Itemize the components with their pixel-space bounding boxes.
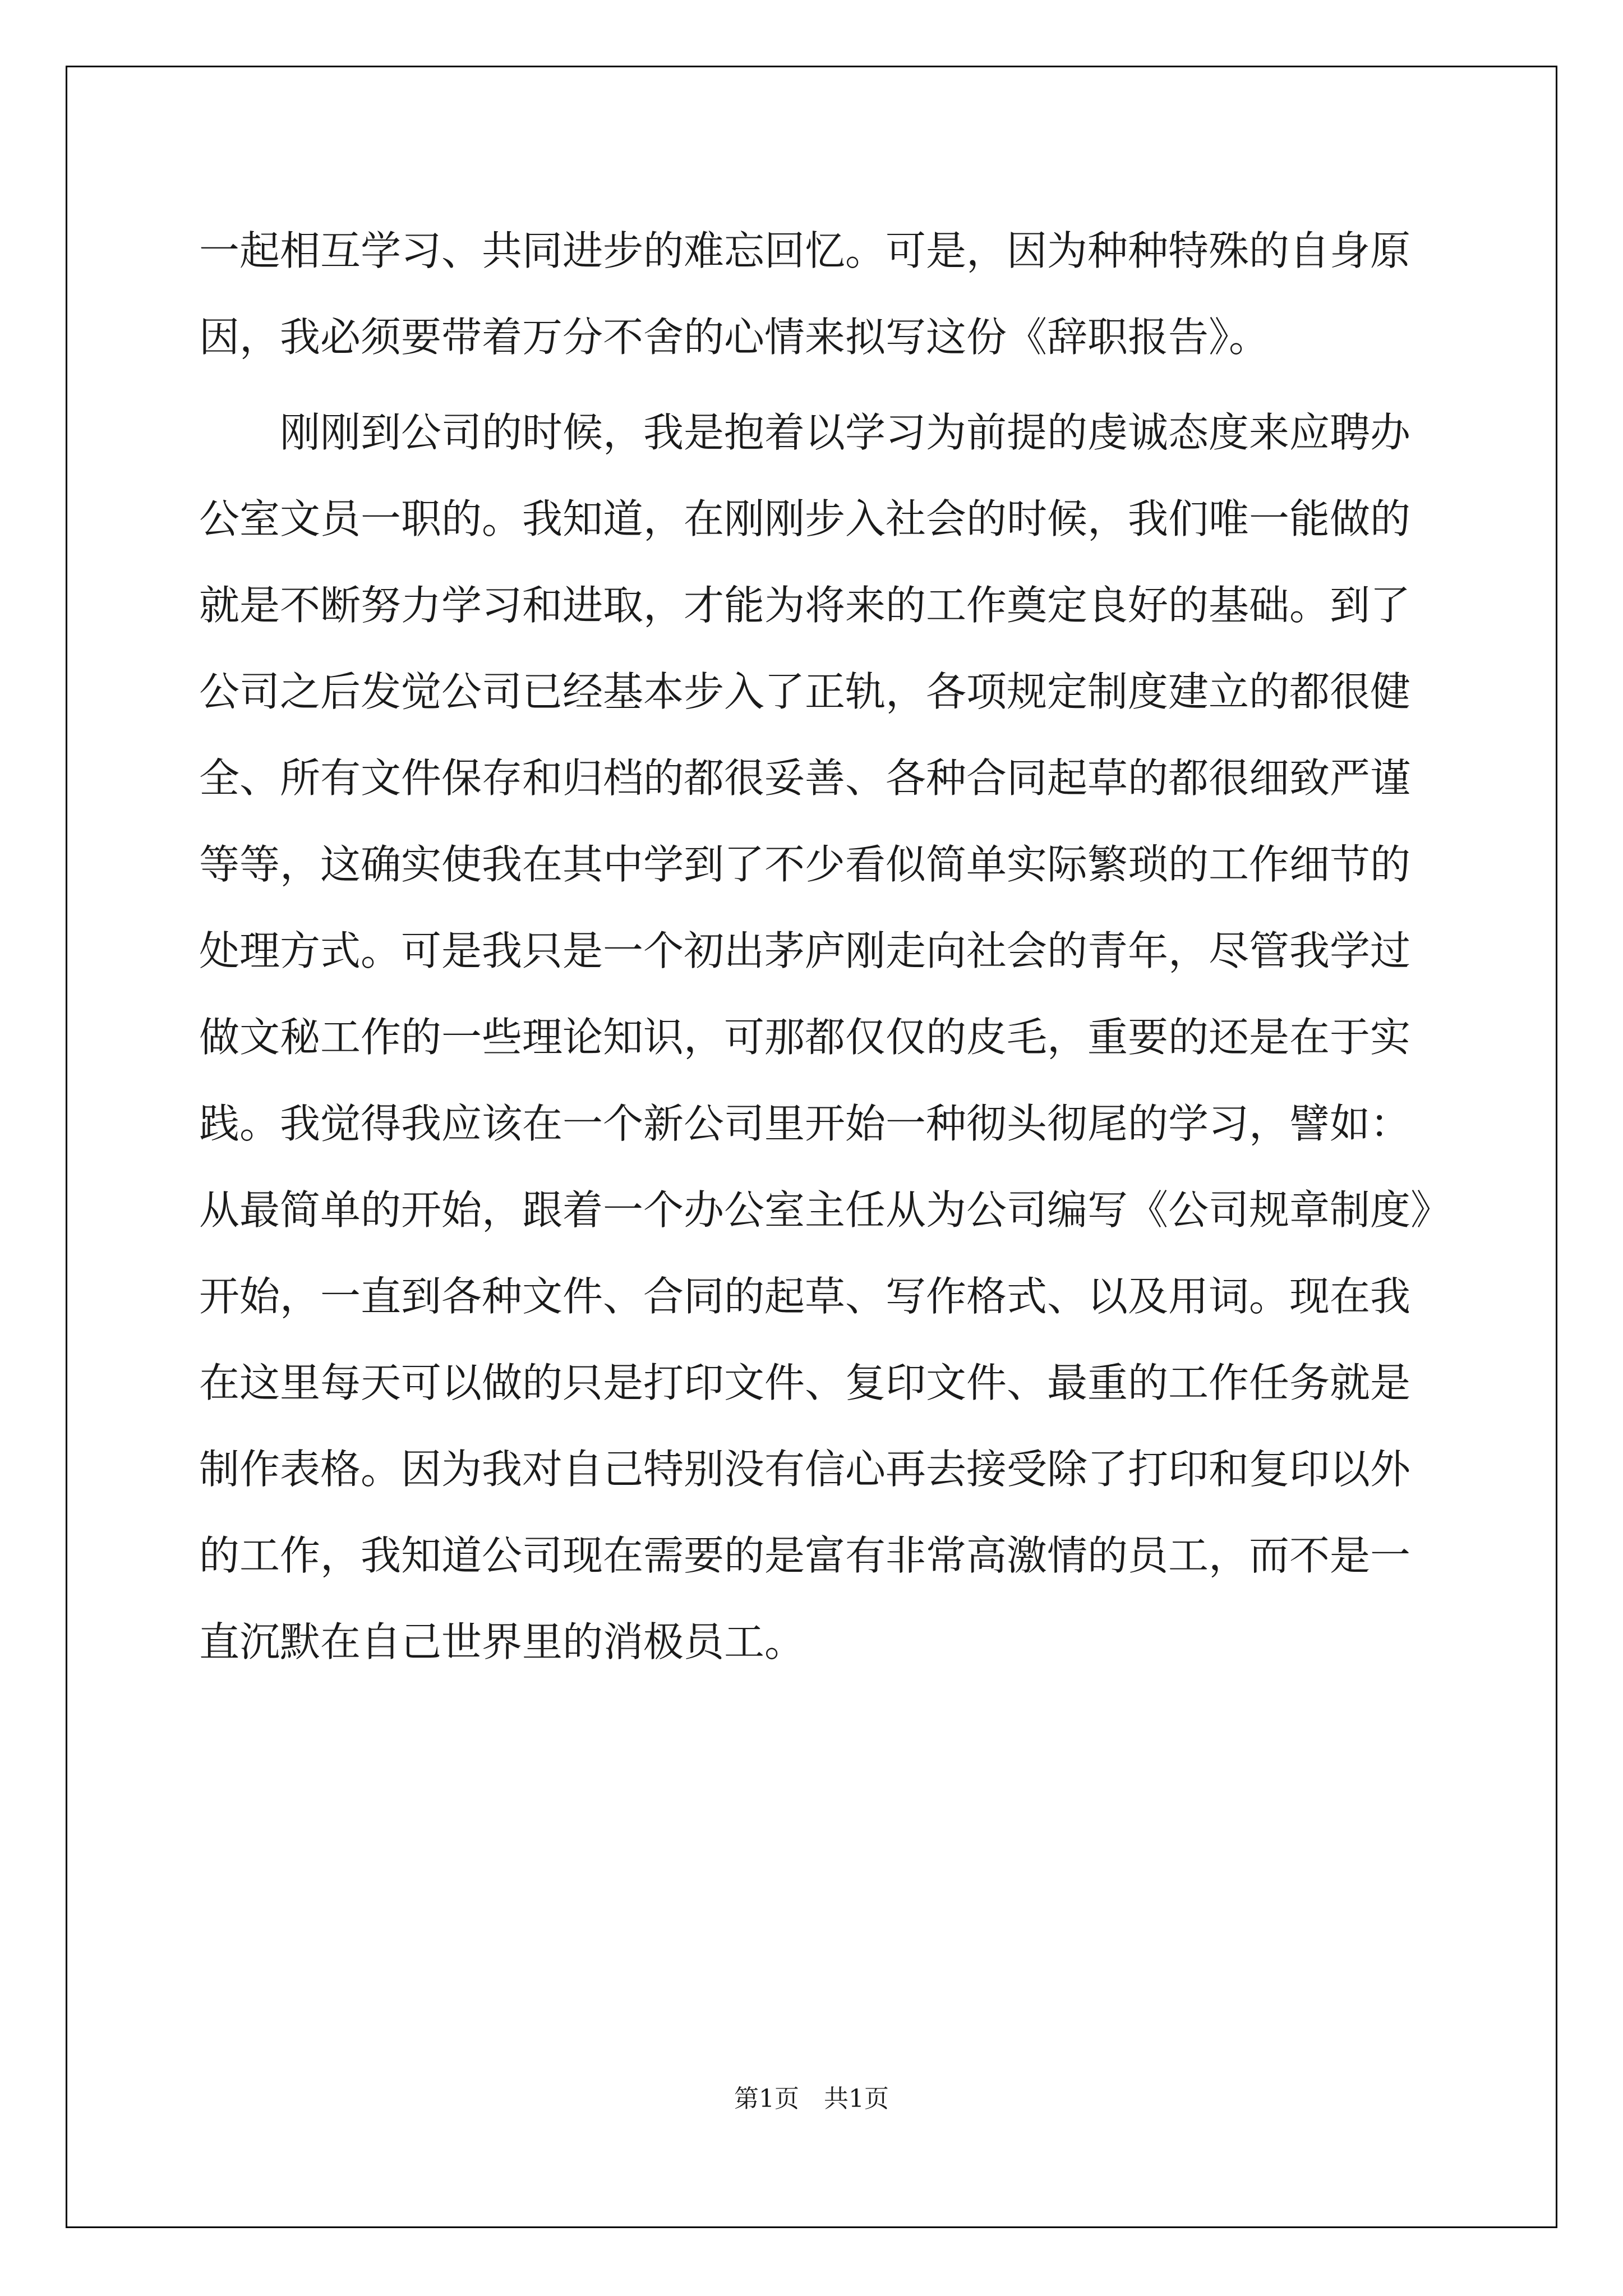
page-number-footer: 第1页 共1页 — [734, 2085, 889, 2113]
text-line: 直沉默在自己世界里的消极员工。 — [199, 1618, 805, 1665]
text-line: 在这里每天可以做的只是打印文件、复印文件、最重的工作任务就是 — [199, 1359, 1411, 1406]
text-line: 公室文员一职的。我知道，在刚刚步入社会的时候，我们唯一能做的 — [199, 495, 1411, 542]
text-line: 制作表格。因为我对自己特别没有信心再去接受除了打印和复印以外 — [199, 1446, 1411, 1493]
text-line: 从最简单的开始，跟着一个办公室主任从为公司编写《公司规章制度》 — [199, 1186, 1451, 1234]
text-line: 等等，这确实使我在其中学到了不少看似简单实际繁琐的工作细节的 — [199, 841, 1411, 888]
text-line: 因，我必须要带着万分不舍的心情来拟写这份《辞职报告》。 — [199, 314, 1270, 361]
document-body — [199, 208, 1451, 1685]
text-line: 开始，一直到各种文件、合同的起草、写作格式、以及用词。现在我 — [199, 1273, 1411, 1320]
text-line: 处理方式。可是我只是一个初出茅庐刚走向社会的青年，尽管我学过 — [199, 927, 1411, 974]
text-line: 就是不断努力学习和进取，才能为将来的工作奠定良好的基础。到了 — [199, 582, 1411, 629]
paragraph-1 — [199, 208, 1433, 380]
text-line: 全、所有文件保存和归档的都很妥善、各种合同起草的都很细致严谨 — [199, 754, 1411, 802]
text-line: 公司之后发觉公司已经基本步入了正轨，各项规定制度建立的都很健 — [199, 668, 1411, 715]
text-line: 刚刚到公司的时候，我是抱着以学习为前提的虔诚态度来应聘办 — [199, 409, 1411, 456]
text-line: 做文秘工作的一些理论知识，可那都仅仅的皮毛，重要的还是在于实 — [199, 1014, 1411, 1061]
text-line: 一起相互学习、共同进步的难忘回忆。可是，因为种种特殊的自身原 — [199, 227, 1411, 274]
paragraph-2 — [199, 389, 1451, 1685]
text-line: 的工作，我知道公司现在需要的是富有非常高激情的员工，而不是一 — [199, 1532, 1411, 1579]
text-line: 践。我觉得我应该在一个新公司里开始一种彻头彻尾的学习，譬如： — [199, 1100, 1411, 1147]
